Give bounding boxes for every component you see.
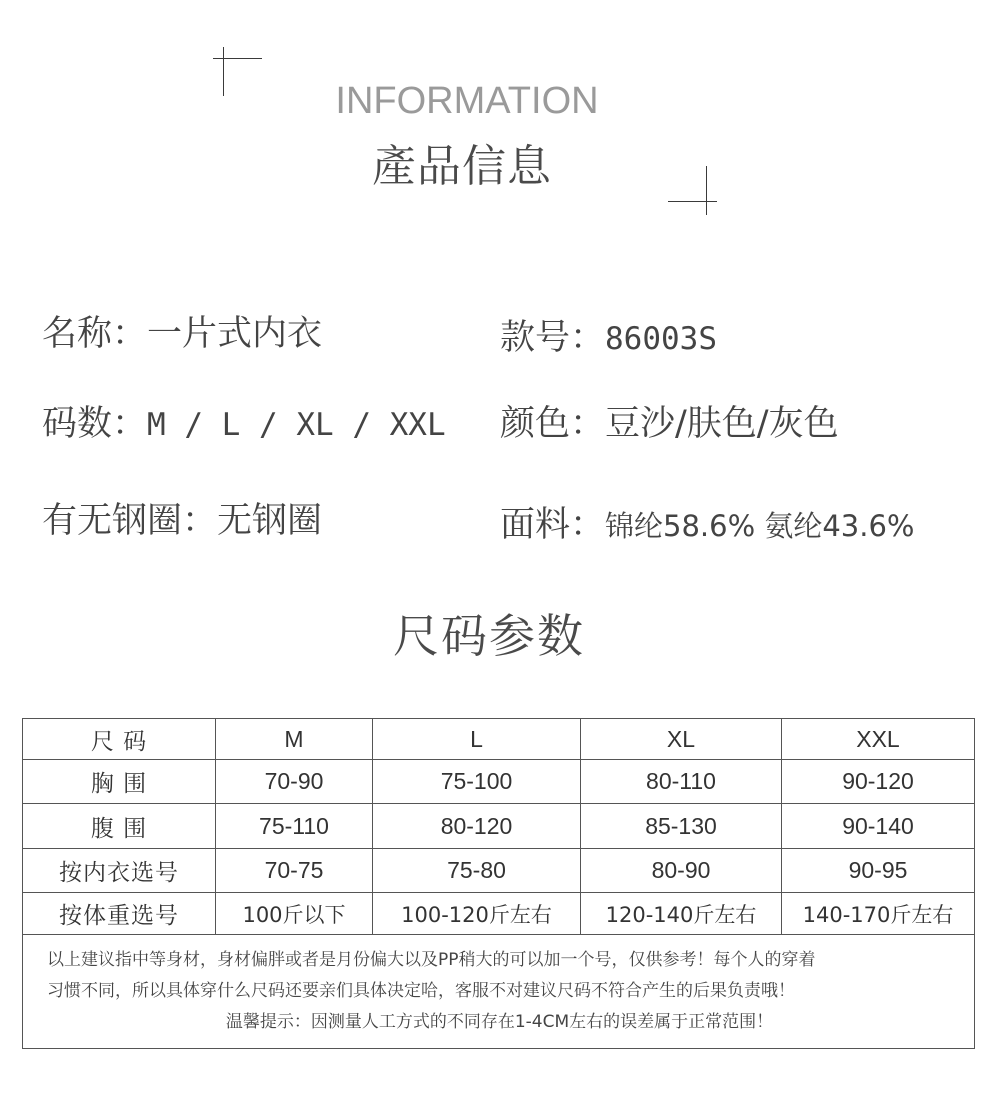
table-cell: 75-80: [373, 849, 581, 893]
fabric-value: 锦纶58.6% 氨纶43.6%: [605, 509, 915, 543]
table-header-row: [23, 719, 975, 760]
table-cell: 80-90: [581, 849, 782, 893]
table-row: [23, 804, 975, 849]
header-cell: XXL: [782, 719, 975, 760]
underwire-value: 无钢圈: [217, 501, 323, 541]
sizes-value: M / L / XL / XXL: [147, 407, 446, 443]
table-cell: 80-110: [581, 760, 782, 804]
color-label: 颜色：: [500, 404, 606, 444]
row-label: 腹 围: [23, 804, 216, 849]
product-name-value: 一片式内衣: [147, 314, 323, 354]
note-line-2: 习惯不同，所以具体穿什么尺码还要亲们具体决定哈，客服不对建议尺码不符合产生的后果负责哦！: [47, 981, 795, 1001]
row-label: 按体重选号: [23, 893, 216, 935]
table-row: [23, 760, 975, 804]
row-label: 胸 围: [23, 760, 216, 804]
product-name-row: [42, 306, 322, 356]
table-cell: 90-140: [782, 804, 975, 849]
sizes-row: [42, 396, 446, 446]
table-cell: 100斤以下: [216, 893, 373, 935]
table-row: [23, 849, 975, 893]
page-title: 產品信息: [372, 141, 552, 192]
table-cell: 80-120: [373, 804, 581, 849]
underwire-label: 有无钢圈：: [42, 501, 218, 541]
header-cell: M: [216, 719, 373, 760]
crosshair-decoration-top-h: [213, 58, 262, 59]
product-name-label: 名称：: [42, 314, 148, 354]
header-cell: XL: [581, 719, 782, 760]
note-line-3: 温馨提示：因测量人工方式的不同存在1-4CM左右的误差属于正常范围！: [225, 1012, 774, 1032]
size-note: [23, 935, 975, 1049]
sizes-label: 码数：: [42, 404, 148, 444]
note-line-1: 以上建议指中等身材，身材偏胖或者是月份偏大以及PP稍大的可以加一个号，仅供参考！每个人的穿着: [47, 950, 816, 970]
english-title: INFORMATION: [335, 80, 599, 122]
table-cell: 120-140斤左右: [581, 893, 782, 935]
header-cell: 尺 码: [23, 719, 216, 760]
table-cell: 140-170斤左右: [782, 893, 975, 935]
table-row: [23, 893, 975, 935]
table-cell: 70-90: [216, 760, 373, 804]
table-cell: 100-120斤左右: [373, 893, 581, 935]
color-row: [500, 396, 839, 446]
header-cell: L: [373, 719, 581, 760]
table-cell: 90-120: [782, 760, 975, 804]
underwire-row: [42, 493, 322, 543]
row-label: 按内衣选号: [23, 849, 216, 893]
table-cell: 90-95: [782, 849, 975, 893]
size-section-title: 尺码参数: [393, 609, 585, 663]
crosshair-decoration-bottom-h: [668, 201, 717, 202]
table-cell: 85-130: [581, 804, 782, 849]
table-cell: 75-100: [373, 760, 581, 804]
fabric-label: 面料：: [500, 505, 606, 545]
size-table: [22, 718, 975, 1049]
style-number-value: 86003S: [605, 321, 717, 357]
table-cell: 75-110: [216, 804, 373, 849]
fabric-row: [500, 497, 915, 547]
style-number-row: [500, 310, 717, 360]
color-value: 豆沙/肤色/灰色: [605, 404, 839, 444]
style-number-label: 款号：: [500, 318, 606, 358]
table-cell: 70-75: [216, 849, 373, 893]
table-note-row: [23, 935, 975, 1049]
